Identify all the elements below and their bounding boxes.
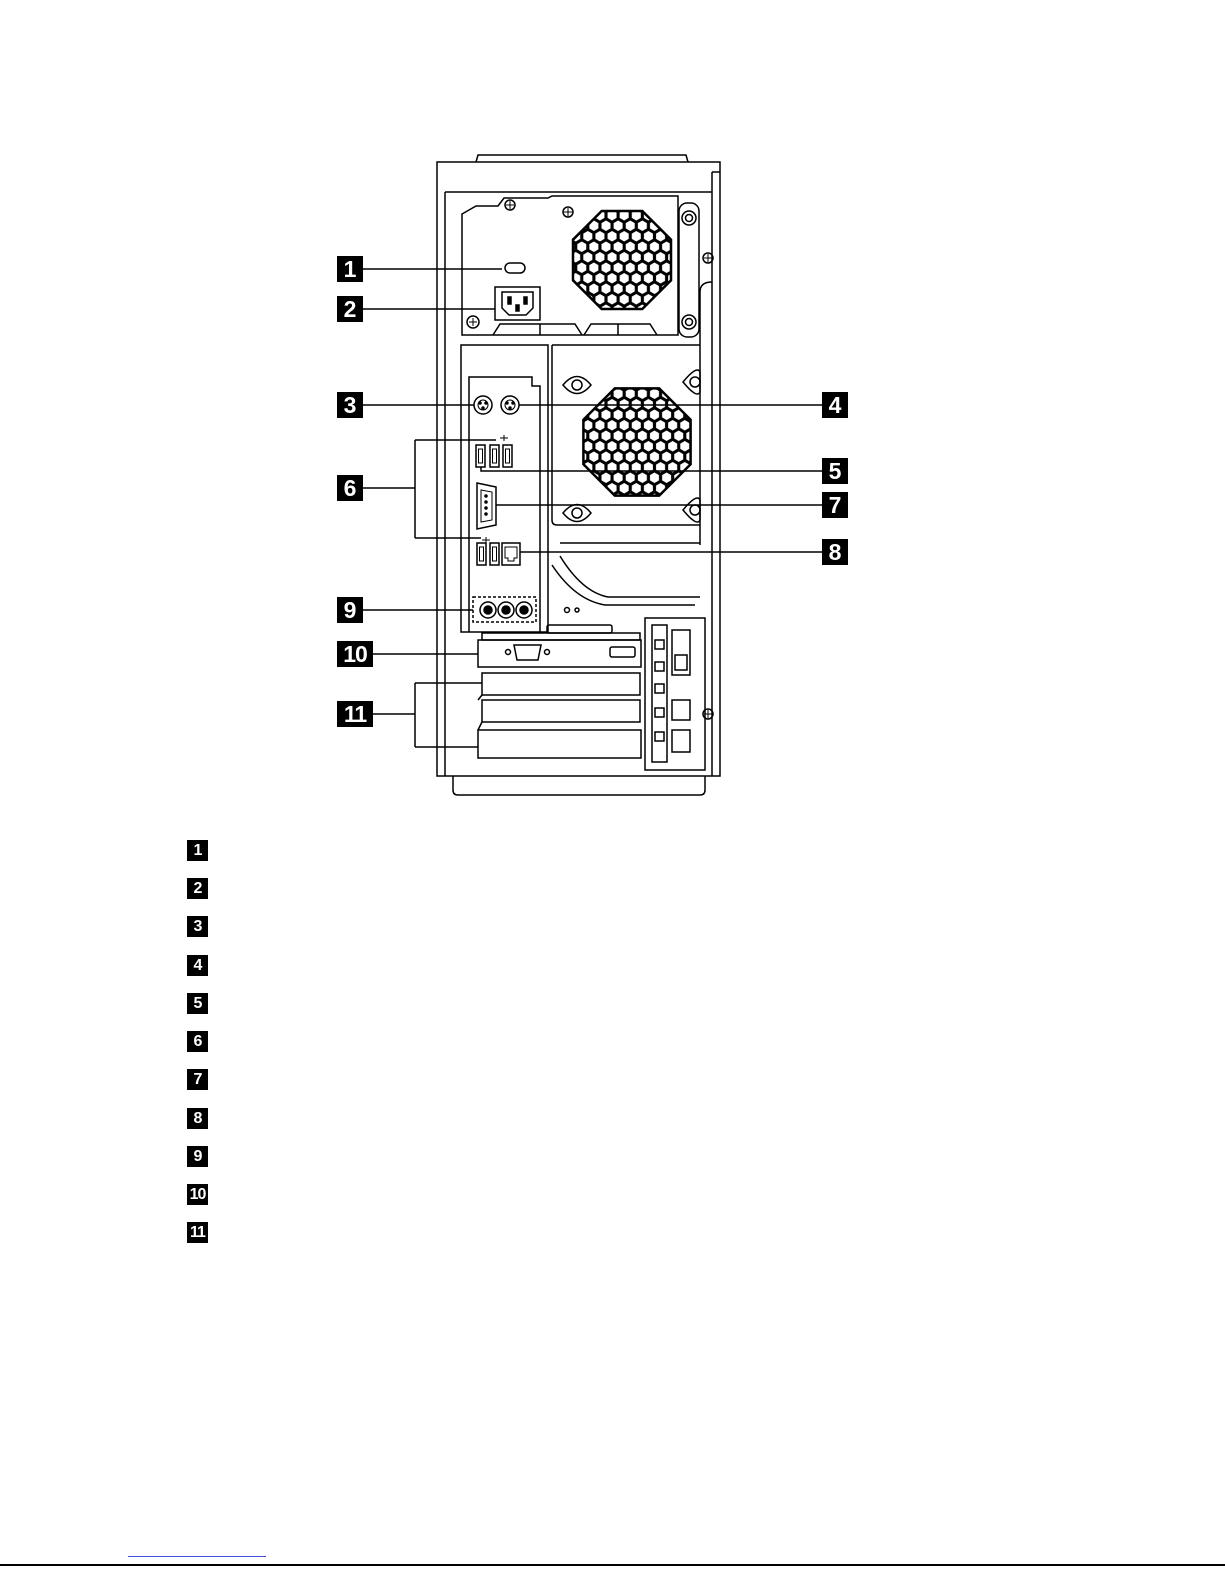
callout-4: 4	[822, 392, 848, 418]
slot-cover	[482, 700, 640, 722]
fan-screw-icon	[563, 505, 591, 522]
legend-item-3: 3	[187, 916, 208, 937]
psu-screw-icon	[505, 200, 515, 210]
callout-10: 10	[337, 641, 373, 667]
callout-leader-lines	[363, 269, 822, 747]
callout-1: 1	[337, 256, 363, 282]
legend-item-11: 11	[187, 1222, 208, 1243]
psu-bottom-vent-edge	[493, 324, 657, 335]
slot-cover	[482, 673, 640, 695]
cable-cutout	[552, 543, 700, 613]
fan-screw-icon	[563, 377, 591, 394]
legend-item-10: 10	[187, 1184, 208, 1205]
power-supply-unit	[462, 196, 699, 337]
psu-screw-icon	[563, 207, 573, 217]
legend-item-9: 9	[187, 1146, 208, 1167]
callout-5: 5	[822, 458, 848, 484]
legend-item-7: 7	[187, 1069, 208, 1090]
psu-fan-grille	[573, 211, 671, 309]
legend-item-1: 1	[187, 840, 208, 861]
graphics-card-bracket	[478, 640, 641, 667]
leader-line-11	[373, 683, 482, 747]
legend-item-8: 8	[187, 1108, 208, 1129]
case-screw-icon	[703, 253, 713, 263]
psu-mounting-bracket	[679, 203, 699, 337]
callout-11: 11	[337, 701, 373, 727]
legend-item-6: 6	[187, 1031, 208, 1052]
callout-8: 8	[822, 539, 848, 565]
ps2-mouse-port-icon	[501, 396, 519, 414]
callout-7: 7	[822, 492, 848, 518]
indicator-hole-icon	[565, 608, 570, 613]
callout-9: 9	[337, 597, 363, 623]
legend-item-4: 4	[187, 955, 208, 976]
hdmi-connector-icon	[610, 647, 635, 657]
vga-connector-icon	[514, 645, 541, 660]
footnote-separator-line	[128, 1556, 266, 1557]
fan-screw-icon	[683, 370, 700, 394]
callout-6: 6	[337, 475, 363, 501]
io-panel	[461, 345, 548, 632]
usb-ports-lower	[477, 537, 499, 565]
page-bottom-rule	[0, 1564, 1225, 1566]
slot-retention-bracket	[645, 618, 705, 770]
rear-fan-assembly	[552, 345, 700, 525]
legend-item-5: 5	[187, 993, 208, 1014]
power-connector-icon	[495, 287, 540, 320]
ethernet-port-icon	[502, 543, 520, 565]
voltage-switch-icon	[505, 263, 525, 273]
serial-port-icon	[477, 483, 496, 529]
slot-cover	[478, 730, 641, 758]
audio-connectors-icon	[473, 597, 536, 622]
usb-symbol-icon	[482, 537, 490, 543]
callout-3: 3	[337, 392, 363, 418]
fan-screw-icon	[683, 498, 700, 522]
legend-item-2: 2	[187, 878, 208, 899]
indicator-hole-icon	[575, 608, 579, 612]
ps2-keyboard-port-icon	[474, 396, 492, 414]
callout-2: 2	[337, 296, 363, 322]
psu-screw-icon	[467, 316, 479, 328]
usb-symbol-icon	[500, 435, 508, 441]
expansion-slots	[478, 618, 705, 770]
